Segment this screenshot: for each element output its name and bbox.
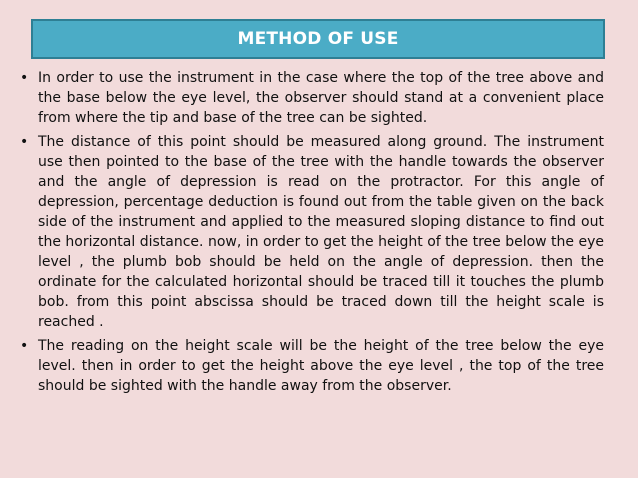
bullet-item xyxy=(20,132,604,332)
bullet-text: The distance of this point should be measured along ground. The instrument use then pointed to the base of the tree with the handle towards the observer and the angle of depression is read on the protractor. For this angle of depression, percentage deduction is found out from the table given on the back side of the instrument and applied to the measured sloping distance to find out the horizontal distance. now, in order to get the height of the tree below the eye level , the plumb bob should be held on the angle of depression. then the ordinate for the calculated horizontal should be traced till it touches the plumb bob. from this point abscissa should be traced down till the height scale is reached . xyxy=(38,134,604,330)
bullet-text: The reading on the height scale will be the height of the tree below the eye level. then in order to get the height above the eye level , the top of the tree should be sighted with the handle away from the observer. xyxy=(38,338,604,394)
bullet-text: In order to use the instrument in the case where the top of the tree above and the base below the eye level, the observer should stand at a convenient place from where the tip and base of the tree can be sighted. xyxy=(38,70,604,126)
bullet-item xyxy=(20,336,604,396)
bullet-marker: • xyxy=(20,134,29,150)
title-banner xyxy=(31,19,605,59)
bullet-item xyxy=(20,68,604,128)
bullet-marker: • xyxy=(20,70,29,86)
slide-title: METHOD OF USE xyxy=(237,29,399,49)
bullet-list xyxy=(20,68,604,400)
bullet-marker: • xyxy=(20,338,29,354)
